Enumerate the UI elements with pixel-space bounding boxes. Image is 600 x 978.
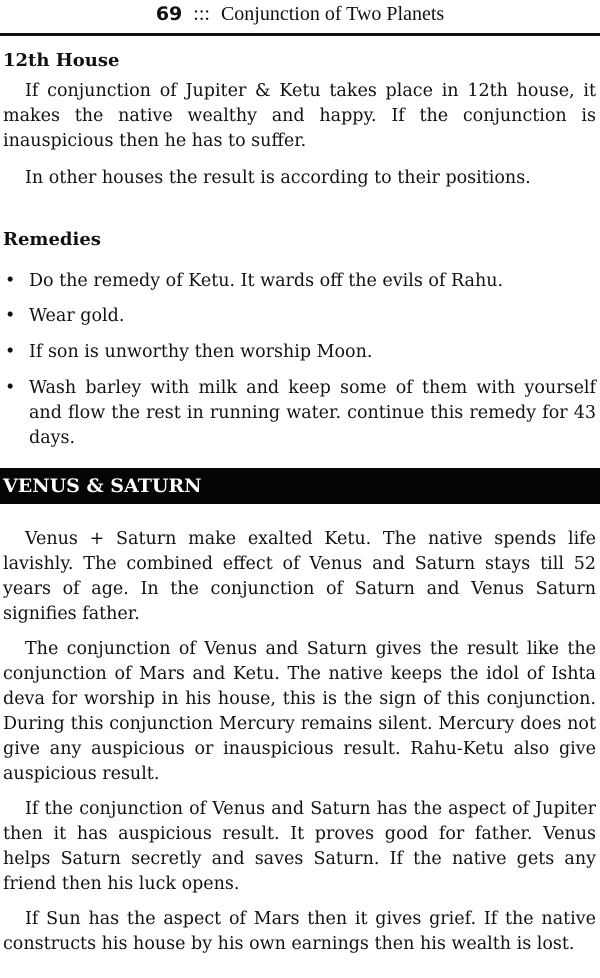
- heading-12th-house: 12th House: [3, 50, 120, 71]
- chapter-title: Conjunction of Two Planets: [220, 3, 445, 25]
- remedy-item: • Do the remedy of Ketu. It wards off the evils of Rahu.: [3, 269, 596, 294]
- paragraph-venus-saturn-3: If the conjunction of Venus and Saturn has the aspect of Jupiter then it has auspicious result. It proves good for father. Venus helps Saturn secretly and saves Saturn. If the native gets any friend then his luck opens.: [3, 799, 596, 894]
- header-separator: :::: [193, 3, 210, 25]
- heading-remedies: Remedies: [3, 229, 101, 250]
- remedy-item: • Wear gold.: [3, 304, 596, 329]
- paragraph-12th-house-2: In other houses the result is according to their positions.: [25, 168, 531, 188]
- page-number: 69: [155, 3, 183, 25]
- header-rule: [0, 33, 600, 36]
- paragraph-venus-saturn-4: If Sun has the aspect of Mars then it gives grief. If the native constructs his house by his own earnings then his wealth is lost.: [3, 909, 596, 954]
- remedy-item: • Wash barley with milk and keep some of them with yourself and flow the rest in running water. continue this remedy for 43 days.: [5, 378, 596, 448]
- bullet-icon: •: [5, 378, 16, 398]
- bullet-icon: •: [5, 271, 16, 291]
- paragraph-venus-saturn-1: Venus + Saturn make exalted Ketu. The native spends life lavishly. The combined effect of Venus and Saturn stays till 52 years of age. In the conjunction of Saturn and Venus Saturn signifies father.: [3, 529, 596, 624]
- bullet-icon: •: [5, 306, 16, 326]
- remedy-item: • If son is unworthy then worship Moon.: [3, 340, 596, 365]
- section-heading-venus-saturn: VENUS & SATURN: [0, 468, 600, 504]
- running-header: [0, 0, 600, 28]
- bullet-icon: •: [5, 342, 16, 362]
- paragraph-venus-saturn-2: The conjunction of Venus and Saturn gives the result like the conjunction of Mars and Ketu. The native keeps the idol of Ishta deva for worship in his house, this is the sign of this conjunction. During this conjunction Mercury remains silent. Mercury does not give any auspicious or inauspicious result. Rahu-Ketu also give auspicious result.: [3, 639, 596, 784]
- paragraph-12th-house-1: If conjunction of Jupiter & Ketu takes place in 12th house, it makes the native wealthy and happy. If the conjunction is inauspicious then he has to suffer.: [3, 81, 596, 151]
